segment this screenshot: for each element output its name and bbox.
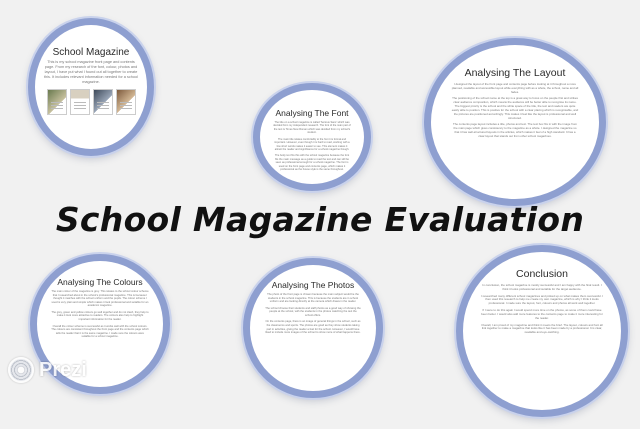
frame-title: Analysing The Layout	[464, 67, 566, 79]
frame-body-text	[273, 121, 351, 174]
frame-analysing-the-layout[interactable]	[424, 38, 606, 206]
frame-paragraph: Overall, I am proud of my magazine and think it meets the brief. The layout, colours and font all link together to make a magazine that looks like it has been made by a professional. It is clear, readable and eye-catching.	[481, 322, 603, 335]
frame-paragraph: The grey, green and yellow colours go well together and do not clash, they help to make it look more attractive to readers. The colours also help to highlight important information for the reader.	[51, 310, 149, 321]
frame-paragraph: The body text fits this with the school magazine because the font fits the main message as a guide to read the text and can still be seen as professional enough for a school magazine. The font is used on the front page and contents page, which makes it professional as the house style is the same throughout.	[274, 154, 350, 172]
frame-paragraph: The main title relates comfortably to the font it is formal and important. However, even though it is hard to read, working with a few short words makes it easier to see. This element makes it attract the reader and significance for a school magazine though.	[274, 137, 350, 151]
frame-paragraph: The positioning of the school name at the top is a great way to focus on the people first and strikes clear audience composition, which means the audience will be better able to recognise its name. The biggest priority is the school and the white space of the title, the text and readers are quite easily able to position. This is positive for the school with a clear placing which is recognisable, and the pictures are positioned accordingly. This makes it feel like the layout is professional and well structured.	[451, 96, 579, 120]
frame-paragraph: The contents page layout includes a title, photos and text. The text box fits in with the image from the main page which gives consistency to the magazine as a whole. I designed the magazine so that it has well-structured layouts in the articles, which makes it feel of a high standard. It has a clear layout that stands out from other school magazines.	[453, 122, 577, 138]
frame-paragraph: On the contents page, there is an image of general things in the school, such as the classrooms and sports. The photos are good as they show students taking part in activities, giving the reader a feel for the school. However, I would have liked to include more images of the school to show more of what happens there.	[265, 320, 361, 335]
frame-paragraph: The photo of the front page is chosen because the main subject would be the students in the school magazine. This is because the students are in school uniform and are looking directly at the camera which draws in the reader.	[267, 293, 359, 304]
frame-analysing-the-photos[interactable]	[243, 258, 383, 398]
frame-school-magazine[interactable]	[28, 18, 154, 156]
frame-paragraph: If I were to do this again I would spend more time on the photos, as some of them could have been better. I would also add more features to the contents page to make it more interesting for the reader.	[481, 308, 603, 320]
frame-body-text	[265, 293, 361, 338]
frame-body-text	[451, 83, 579, 142]
frame-paragraph: The title on a school magazine is called 'Serious Sans' which was decided from my independent research. The font of the main part of the text is Times New Roman which was decided from my school's student.	[273, 121, 351, 135]
frame-title: Analysing The Colours	[57, 277, 143, 287]
frame-title: Analysing The Font	[275, 108, 349, 118]
frame-paragraph: In conclusion, the school magazine is mostly successful and I am happy with the final result. I think it looks professional and suitable for the target audience.	[482, 283, 602, 291]
frame-analysing-the-font[interactable]	[253, 83, 371, 191]
frame-conclusion[interactable]	[456, 245, 628, 417]
magazine-page-thumbnails	[47, 89, 136, 115]
frame-paragraph: Overall the colour scheme is successful as it works well with the school colours. The colours are consistent throughout the front page and the contents page which tells the reader that it is the same magazine. I made sure the colours were suitable for a school magazine.	[51, 324, 149, 339]
presentation-title: School Magazine Evaluation	[55, 200, 585, 239]
frame-title: School Magazine	[52, 47, 130, 58]
magazine-page-thumbnail	[47, 89, 67, 115]
frame-title: Analysing The Photos	[271, 280, 355, 290]
frame-paragraph: I designed the layout of the front page and contents page before looking at it throughout a more planned, readable and accessible layout while everything with as a whole, the school, name and all fades.	[451, 82, 579, 94]
prezi-logo[interactable]	[8, 356, 87, 384]
prezi-icon	[8, 357, 34, 383]
frame-body-text	[51, 290, 149, 342]
frame-paragraph: The school choose their students and staff photos as a good way of showing the people at the school, with the students in the photos matching the text the school offers.	[265, 306, 361, 317]
frame-paragraph: The main colour of the magazine is grey. This relates to the school colour scheme that I researched about in the school's professional magazine. This is because I thought it matches with the school uniform and the pupils. The colour scheme I used is very plain and simple which makes it look professional and suitable for an academic magazine.	[51, 290, 149, 308]
frame-paragraph: I researched many different school magazines and picked up on what makes them successful. I then used this research to help me create my own magazine, which is why I think it looks professional. I made sure the layout, font, colours and photos all work well together.	[480, 293, 604, 306]
prezi-wordmark: Prezi	[39, 358, 87, 381]
magazine-page-thumbnail	[93, 89, 113, 115]
frame-title: Conclusion	[516, 268, 568, 280]
magazine-page-thumbnail	[116, 89, 136, 115]
magazine-page-thumbnail	[70, 89, 90, 115]
frame-body-text: This is my school magazine front page and contents page. From my research of the font, colour, photos and layout, I have put what I found out all together to create this. It includes relevant information needed for a school magazine.	[44, 60, 138, 84]
frame-body-text	[480, 284, 604, 338]
